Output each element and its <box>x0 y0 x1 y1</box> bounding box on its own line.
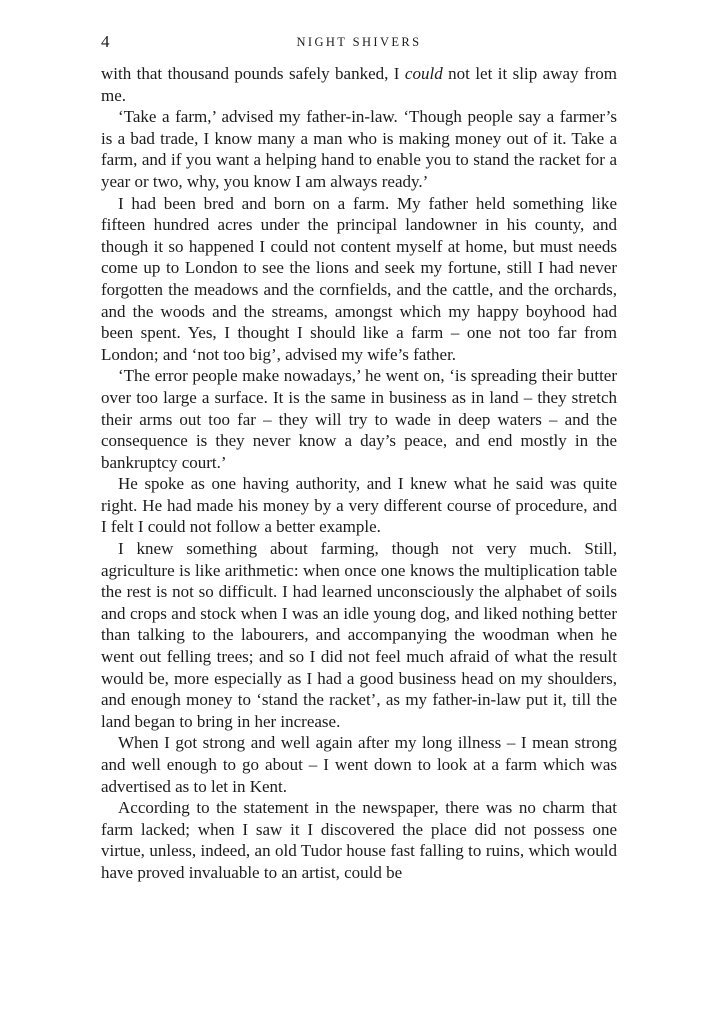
paragraph: When I got strong and well again after my long illness – I mean strong and well enough to go about – I went down to look at a farm which was advertised as to let in Kent. <box>101 733 617 796</box>
paragraph: I had been bred and born on a farm. My father held something like fifteen hundred acres under the principal landowner in his county, and though it so happened I could not content myself at home, but must needs come up to London to see the lions and seek my fortune, still I had never forgotten the meadows and the cornfields, and the cattle, and the orchards, and the woods and the streams, amongst which my happy boyhood had been spent. Yes, I thought I should like a farm – one not too far from London; and ‘not too big’, advised my wife’s father. <box>101 193 617 364</box>
paragraph-text: not let it slip away from me. <box>101 64 618 105</box>
emphasis-word: could <box>404 64 443 83</box>
running-title: NIGHT SHIVERS <box>296 35 422 49</box>
paragraph: ‘The error people make nowadays,’ he went on, ‘is spreading their butter over too large a surface. It is the same in business as in land – they stretch their arms out too far – they will try to wade in deep waters – and the consequence is they never know a day’s peace, and end mostly in the bankruptcy court.’ <box>101 366 617 472</box>
page-number: 4 <box>101 32 110 51</box>
paragraph: I knew something about farming, though not very much. Still, agriculture is like arithmetic: when once one knows the multiplication table the rest is not so difficult. I had learned unconsciously the alphabet of soils and crops and stock when I was an idle young dog, and liked nothing better than talking to the labourers, and accompanying the woodman when he went out felling trees; and so I did not feel much afraid of what the result would be, more especially as I had a good business head on my shoulders, and enough money to ‘stand the racket’, as my father-in-law put it, till the land began to bring in her increase. <box>101 539 617 731</box>
paragraph: He spoke as one having authority, and I knew what he said was quite right. He had made his money by a very different course of procedure, and I felt I could not follow a better example. <box>101 474 617 537</box>
book-page <box>101 30 617 884</box>
paragraph-text: with that thousand pounds safely banked, I <box>101 64 405 83</box>
paragraph: ‘Take a farm,’ advised my father-in-law. ‘Though people say a farmer’s is a bad trade, I know many a man who is making money out of it. Take a farm, and if you want a helping hand to enable you to stand the racket for a year or two, why, you know I am always ready.’ <box>101 107 617 191</box>
paragraph <box>101 63 617 106</box>
body-text <box>101 63 617 884</box>
paragraph: According to the statement in the newspaper, there was no charm that farm lacked; when I saw it I discovered the place did not possess one virtue, unless, indeed, an old Tudor house fast falling to ruins, which would have proved invaluable to an artist, could be <box>101 798 617 882</box>
running-head <box>101 30 617 54</box>
